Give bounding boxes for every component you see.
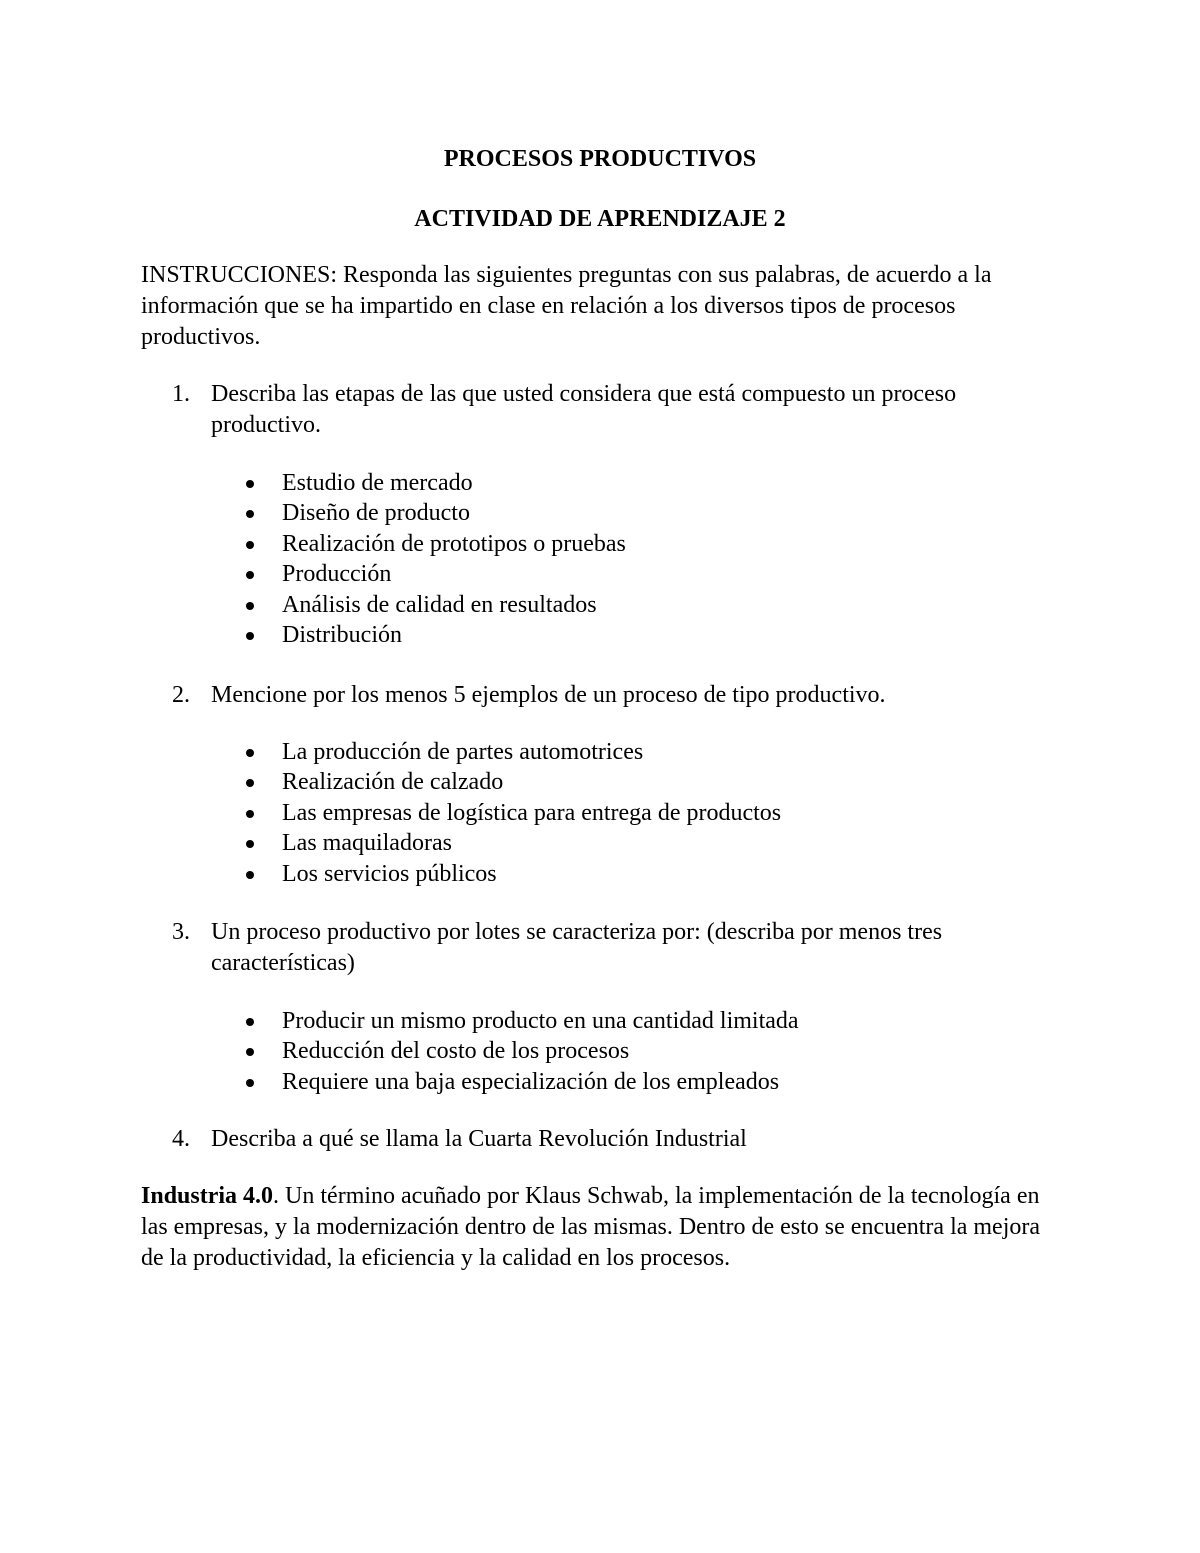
question-number: 3. [172, 919, 190, 945]
question-number: 2. [172, 682, 190, 708]
bullet-icon [246, 571, 254, 579]
list-item [242, 468, 1042, 498]
question-2-answers [242, 737, 1042, 889]
bullet-icon [246, 1079, 254, 1087]
bullet-icon [246, 510, 254, 518]
question-text: Mencione por los menos 5 ejemplos de un proceso de tipo productivo. [211, 682, 886, 708]
bullet-icon [246, 480, 254, 488]
bullet-icon [246, 840, 254, 848]
list-item-text: Producción [282, 561, 392, 588]
document-title: PROCESOS PRODUCTIVOS [443, 146, 757, 172]
list-item-text: Las maquiladoras [282, 830, 452, 857]
list-item [242, 498, 1042, 528]
question-2 [172, 680, 1052, 711]
list-item [242, 529, 1042, 559]
question-4-answer [141, 1181, 1061, 1274]
list-item-text: Realización de calzado [282, 769, 504, 796]
list-item [242, 559, 1042, 589]
question-text: Describa a qué se llama la Cuarta Revolución Industrial [211, 1126, 747, 1152]
bullet-icon [246, 1018, 254, 1026]
list-item-text: La producción de partes automotrices [282, 739, 644, 765]
bullet-icon [246, 541, 254, 549]
bullet-icon [246, 779, 254, 787]
question-3 [172, 917, 1052, 979]
list-item-text: Producir un mismo producto en una cantidad limitada [282, 1008, 799, 1034]
list-item [242, 620, 1042, 650]
list-item [242, 798, 1042, 828]
bullet-icon [246, 632, 254, 640]
answer-bold-lead: Industria 4.0 [141, 1183, 274, 1209]
question-text: Describa las etapas de las que usted considera que está compuesto un proceso productivo. [211, 381, 957, 438]
question-4 [172, 1124, 1052, 1155]
list-item-text: Estudio de mercado [282, 470, 473, 496]
document-subtitle: ACTIVIDAD DE APRENDIZAJE 2 [414, 206, 786, 232]
bullet-icon [246, 810, 254, 818]
list-item [242, 590, 1042, 620]
question-text: Un proceso productivo por lotes se caracteriza por: (describa por menos tres características) [211, 919, 943, 976]
bullet-icon [246, 602, 254, 610]
question-1 [172, 379, 1052, 441]
list-item [242, 859, 1042, 889]
list-item-text: Reducción del costo de los procesos [282, 1038, 630, 1065]
answer-text: . Un término acuñado por Klaus Schwab, la implementación de la tecnología en las empresas, y la modernización dentro de las mismas. Dentro de esto se encuentra la mejora de la productividad, la eficiencia y la calidad en los procesos. [141, 1183, 1041, 1271]
list-item [242, 828, 1042, 858]
list-item [242, 1006, 1042, 1036]
instructions-paragraph: INSTRUCCIONES: Responda las siguientes preguntas con sus palabras, de acuerdo a la información que se ha impartido en clase en relación a los diversos tipos de procesos productivos. [141, 262, 992, 350]
list-item-text: Análisis de calidad en resultados [282, 591, 597, 618]
list-item [242, 1067, 1042, 1097]
bullet-icon [246, 871, 254, 879]
list-item-text: Requiere una baja especialización de los empleados [282, 1068, 780, 1095]
list-item-text: Las empresas de logística para entrega de productos [282, 799, 782, 826]
question-number: 4. [172, 1126, 190, 1152]
list-item-text: Realización de prototipos o pruebas [282, 530, 626, 557]
list-item-text: Distribución [282, 622, 402, 649]
bullet-icon [246, 1048, 254, 1056]
question-3-answers [242, 1006, 1042, 1097]
question-number: 1. [172, 381, 190, 407]
bullet-icon [246, 749, 254, 757]
question-1-answers [242, 468, 1042, 650]
list-item-text: Diseño de producto [282, 500, 470, 527]
list-item [242, 767, 1042, 797]
list-item-text: Los servicios públicos [282, 860, 497, 887]
list-item [242, 737, 1042, 767]
list-item [242, 1036, 1042, 1066]
